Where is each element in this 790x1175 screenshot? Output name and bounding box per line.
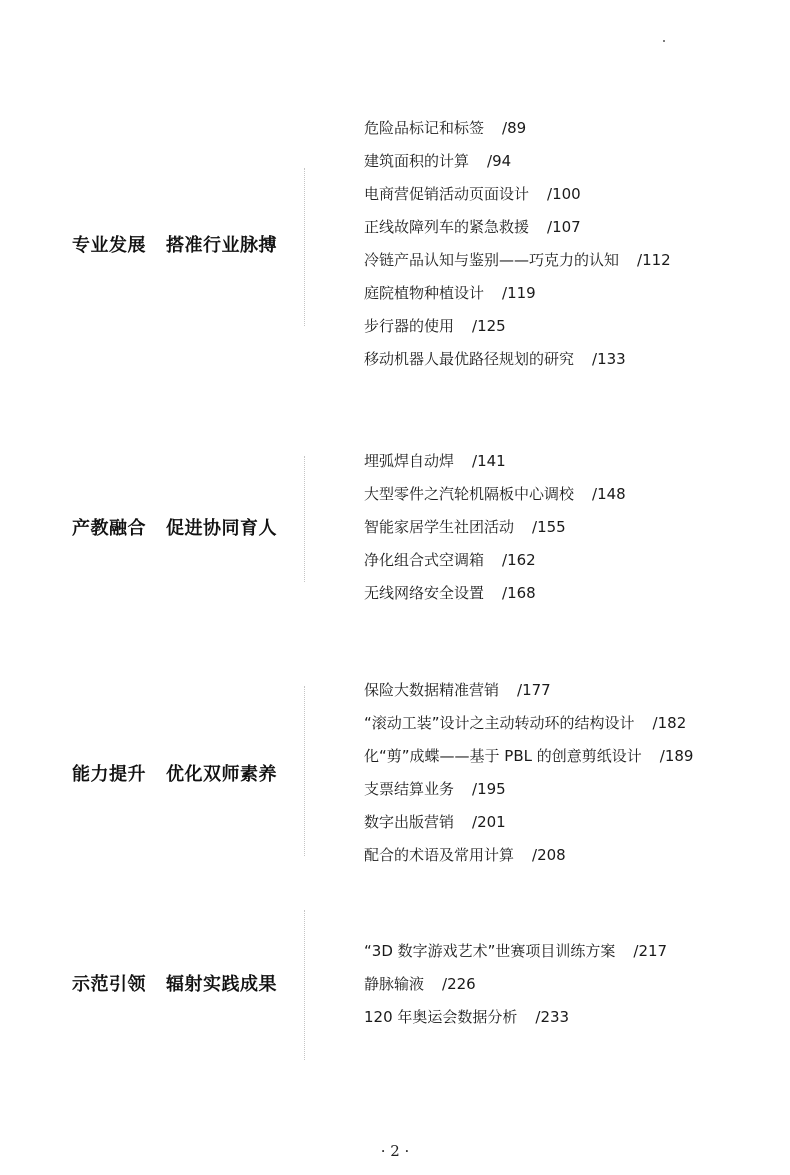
toc-entry[interactable] <box>364 517 626 550</box>
section-title-right: 搭准行业脉搏 <box>166 235 277 256</box>
toc-entry[interactable] <box>364 217 671 250</box>
entry-page: /100 <box>547 185 581 203</box>
entry-page: /125 <box>472 317 506 335</box>
entry-page: /177 <box>517 681 551 699</box>
section-title-capability-improvement <box>72 763 277 787</box>
entry-page: /112 <box>637 251 671 269</box>
entry-title: 120 年奥运会数据分析 <box>364 1008 518 1026</box>
entry-title: 庭院植物种植设计 <box>364 284 485 302</box>
entry-title: 净化组合式空调箱 <box>364 551 485 569</box>
section-title-right: 辐射实践成果 <box>166 974 277 995</box>
toc-entry[interactable] <box>364 250 671 283</box>
entry-title: 配合的术语及常用计算 <box>364 846 515 864</box>
toc-list-industry-education-integration <box>364 451 626 616</box>
entry-title: 无线网络安全设置 <box>364 584 485 602</box>
entry-page: /168 <box>502 584 536 602</box>
entry-page: /195 <box>472 780 506 798</box>
entry-title: “3D 数字游戏艺术”世赛项目训练方案 <box>364 942 616 960</box>
entry-page: /119 <box>502 284 536 302</box>
section-title-left: 能力提升 <box>72 764 146 785</box>
entry-page: /133 <box>592 350 626 368</box>
entry-title: “滚动工装”设计之主动转动环的结构设计 <box>364 714 635 732</box>
section-divider <box>304 910 305 1060</box>
toc-entry[interactable] <box>364 184 671 217</box>
toc-entry[interactable] <box>364 746 693 779</box>
entry-title: 移动机器人最优路径规划的研究 <box>364 350 575 368</box>
section-title-right: 优化双师素养 <box>166 764 277 785</box>
entry-title: 电商营促销活动页面设计 <box>364 185 530 203</box>
section-title-left: 产教融合 <box>72 518 146 539</box>
toc-entry[interactable] <box>364 349 671 382</box>
entry-page: /89 <box>502 119 527 137</box>
entry-title: 大型零件之汽轮机隔板中心调校 <box>364 485 575 503</box>
entry-title: 数字出版营销 <box>364 813 455 831</box>
stray-dot-mark <box>663 40 665 42</box>
toc-entry[interactable] <box>364 812 693 845</box>
entry-title: 建筑面积的计算 <box>364 152 470 170</box>
toc-entry[interactable] <box>364 484 626 517</box>
toc-entry[interactable] <box>364 779 693 812</box>
page-number: · 2 · <box>380 1142 410 1160</box>
entry-page: /189 <box>659 747 694 765</box>
entry-title: 步行器的使用 <box>364 317 455 335</box>
entry-page: /208 <box>532 846 566 864</box>
section-divider <box>304 168 305 326</box>
entry-page: /148 <box>592 485 626 503</box>
entry-title: 支票结算业务 <box>364 780 455 798</box>
toc-list-professional-development <box>364 118 671 382</box>
toc-entry[interactable] <box>364 283 671 316</box>
toc-list-demonstration-leadership <box>364 941 667 1040</box>
entry-title: 危险品标记和标签 <box>364 119 485 137</box>
toc-entry[interactable] <box>364 845 693 878</box>
section-title-left: 专业发展 <box>72 235 146 256</box>
section-title-demonstration-leadership <box>72 973 277 997</box>
toc-entry[interactable] <box>364 451 626 484</box>
toc-entry[interactable] <box>364 550 626 583</box>
entry-title: 冷链产品认知与鉴别——巧克力的认知 <box>364 251 620 269</box>
entry-page: /141 <box>472 452 506 470</box>
entry-page: /201 <box>472 813 506 831</box>
toc-entry[interactable] <box>364 974 667 1007</box>
section-title-industry-education-integration <box>72 517 277 541</box>
toc-entry[interactable] <box>364 118 671 151</box>
section-title-professional-development <box>72 234 277 258</box>
entry-title: 静脉输液 <box>364 975 425 993</box>
entry-title: 化“剪”成蝶——基于 PBL 的创意剪纸设计 <box>364 747 642 765</box>
toc-entry[interactable] <box>364 583 626 616</box>
entry-page: /107 <box>547 218 581 236</box>
section-title-right: 促进协同育人 <box>166 518 277 539</box>
entry-page: /182 <box>652 714 687 732</box>
entry-title: 智能家居学生社团活动 <box>364 518 515 536</box>
toc-entry[interactable] <box>364 713 693 746</box>
toc-entry[interactable] <box>364 1007 667 1040</box>
toc-entry[interactable] <box>364 316 671 349</box>
entry-page: /155 <box>532 518 566 536</box>
entry-title: 正线故障列车的紧急救援 <box>364 218 530 236</box>
toc-entry[interactable] <box>364 680 693 713</box>
entry-page: /233 <box>535 1008 570 1026</box>
entry-page: /226 <box>442 975 476 993</box>
toc-list-capability-improvement <box>364 680 693 878</box>
toc-entry[interactable] <box>364 151 671 184</box>
toc-entry[interactable] <box>364 941 667 974</box>
entry-title: 保险大数据精准营销 <box>364 681 500 699</box>
entry-page: /162 <box>502 551 536 569</box>
entry-page: /94 <box>487 152 512 170</box>
entry-title: 埋弧焊自动焊 <box>364 452 455 470</box>
section-divider <box>304 686 305 856</box>
section-title-left: 示范引领 <box>72 974 146 995</box>
section-divider <box>304 456 305 582</box>
entry-page: /217 <box>633 942 668 960</box>
